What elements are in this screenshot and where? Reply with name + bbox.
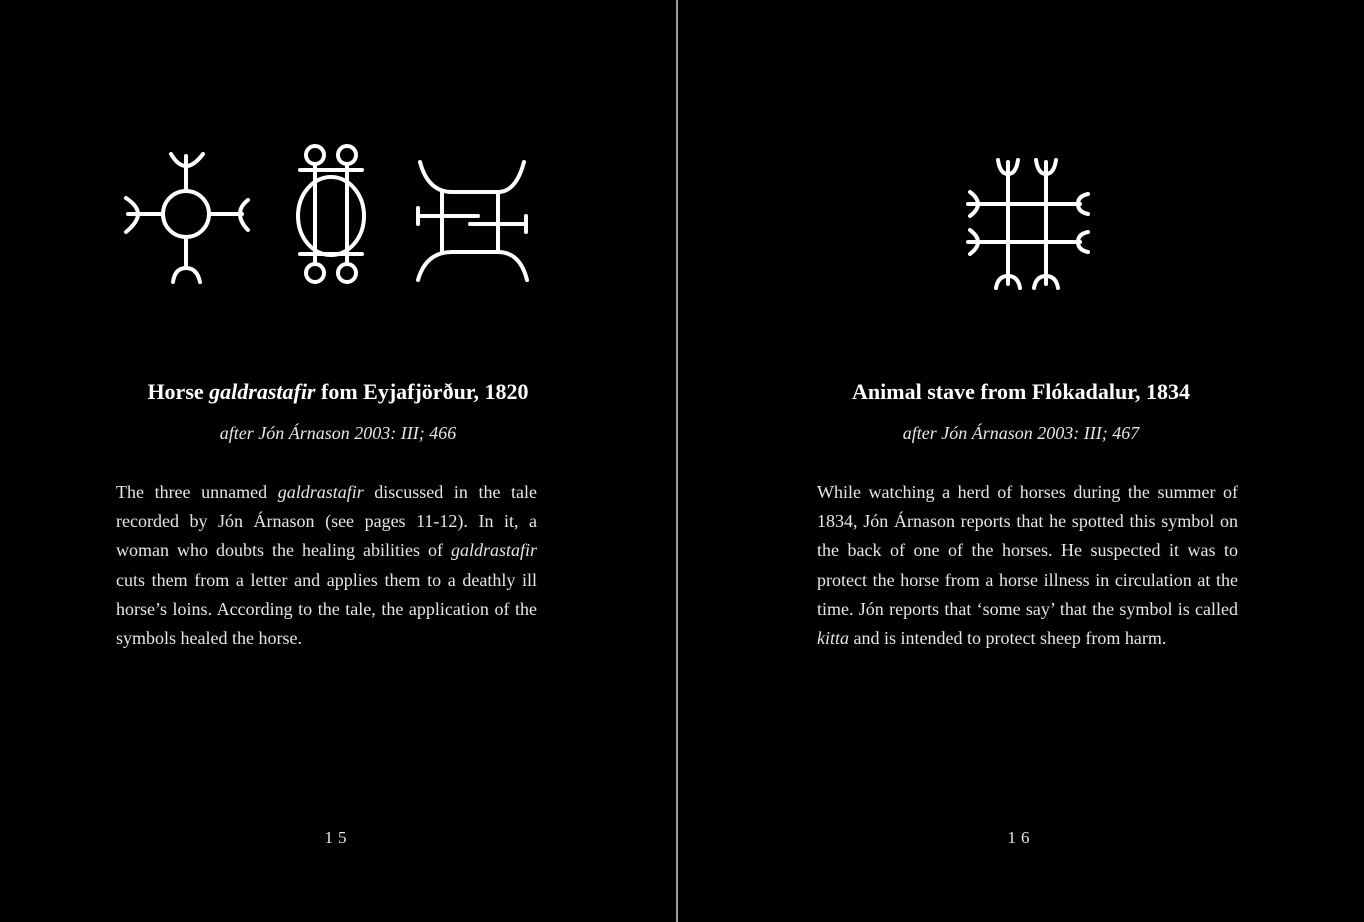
body-text-run: While watching a herd of horses during the summer of 1834, Jón Árnason reports that he spotted this symbol on the back of one of the horses. He suspected it was to protect the horse from a horse illness in circulation at the time. Jón reports that ‘some say’ that the symbol is called (817, 482, 1238, 619)
right-page-title: Animal stave from Flókadalur, 1834 (852, 379, 1190, 404)
body-text-run: and is intended to protect sheep from harm. (849, 628, 1167, 649)
right-page (678, 0, 1364, 922)
left-page-title: Horse galdrastafir fom Eyjafjörður, 1820 (147, 379, 529, 404)
animal-stave-icon (962, 154, 1092, 294)
body-text-run: The three unnamed (116, 482, 278, 502)
left-page-body (116, 478, 537, 653)
body-italic-term: kitta (817, 628, 849, 649)
horse-stave-1-icon (118, 146, 258, 288)
left-page-number: 15 (324, 828, 352, 847)
body-italic-term: galdrastafir (450, 540, 537, 561)
horse-stave-2-icon (292, 142, 372, 288)
body-italic-term: galdrastafir (277, 482, 364, 502)
right-page-source: after Jón Árnason 2003: III; 467 (902, 423, 1140, 443)
right-page-number: 16 (1007, 828, 1035, 847)
horse-stave-3-icon (412, 158, 536, 286)
left-page (0, 0, 676, 922)
body-text-run: cuts them from a letter and applies them to a deathly ill horse’s loins. According to the tale, the application of the symbols healed the horse. (116, 569, 537, 649)
right-page-body (817, 478, 1238, 653)
left-page-source: after Jón Árnason 2003: III; 466 (219, 423, 457, 443)
body-text-run: discussed in the tale recorded by Jón Árnason (see pages 11-12). In it, a woman who doubts the healing abilities of (116, 482, 538, 561)
